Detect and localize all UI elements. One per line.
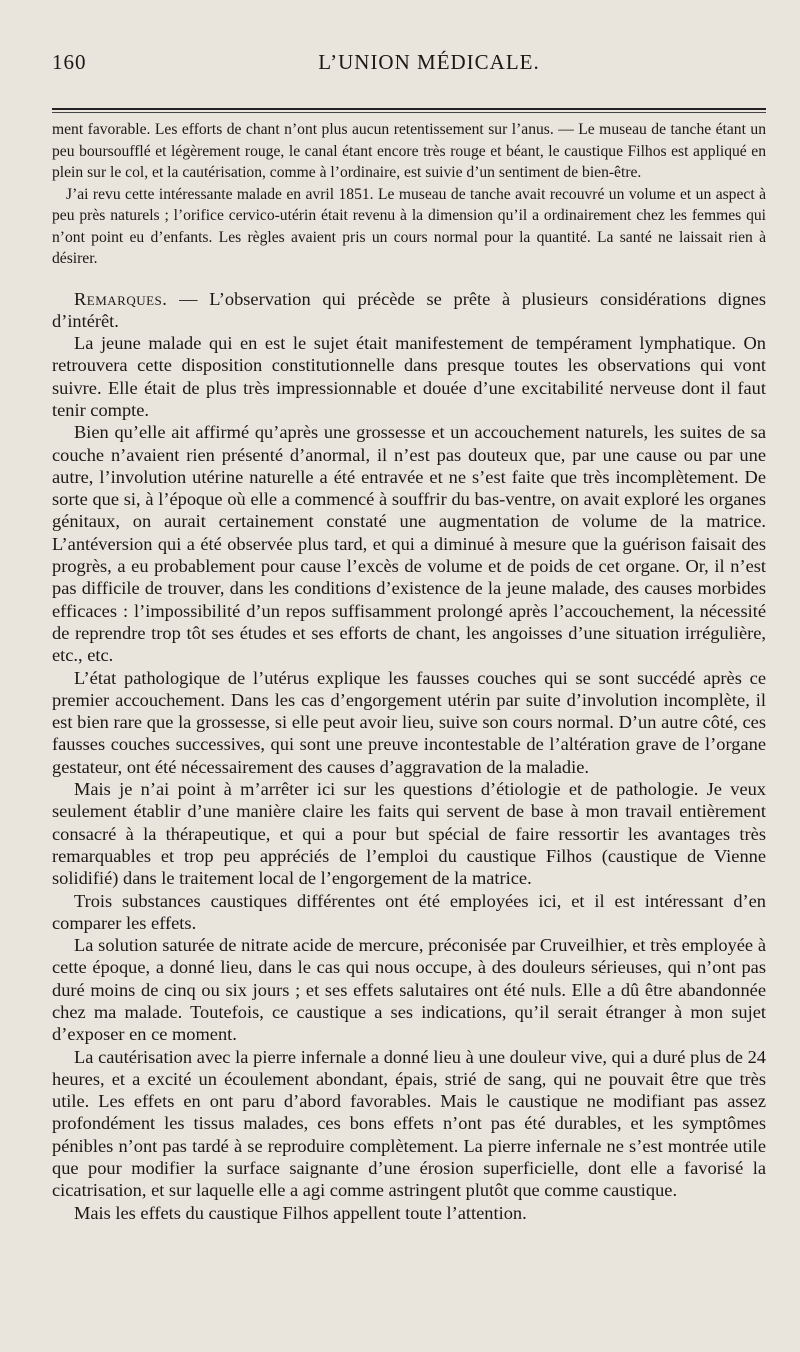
header-rule-thick xyxy=(52,108,766,110)
observation-paragraph: ment favorable. Les efforts de chant n’ont plus aucun retentissement sur l’anus. — Le museau de tanche étant un peu boursoufflé et légèrement rouge, le canal étant encore très rouge et béant, le caustique Filhos est appliqué en plein sur le col, et la cautérisation, comme à l’ordinaire, est suivie d’un sentiment de bien-être. xyxy=(52,121,766,181)
page-header xyxy=(52,44,766,78)
remarks-paragraph: Mais je n’ai point à m’arrêter ici sur les questions d’étiologie et de pathologie. Je veux seulement établir d’une manière claire les faits qui servent de base à mon travail entièrement consacré à la thérapeutique, et qui a pour but spécial de faire ressortir les avantages très remarquables et trop peu appréciés de l’emploi du caustique Filhos (caustique de Vienne solidifié) dans le traitement local de l’engorgement de la matrice. xyxy=(52,779,766,889)
page-number: 160 xyxy=(52,50,87,74)
remarks-section xyxy=(52,288,766,1224)
remarks-intro xyxy=(52,288,766,333)
remarks-paragraph: L’état pathologique de l’utérus explique les fausses couches qui se sont succédé après ce premier accouchement. Dans les cas d’engorgement utérin par suite d’involution incomplète, il est bien rare que la grossesse, si elle peut avoir lieu, suive son cours normal. D’un autre côté, ces fausses couches successives, qui sont une preuve incontestable de l’altération grave de l’organe gestateur, ont été nécessairement des causes d’aggravation de la maladie. xyxy=(52,667,766,777)
remarks-paragraph: La jeune malade qui en est le sujet était manifestement de tempérament lymphatique. On retrouvera cette disposition constitutionnelle dans presque toutes les observations qui vont suivre. Elle était de plus très impressionnable et douée d’une excitabilité nerveuse dont il faut tenir compte. xyxy=(52,333,766,420)
remarks-heading: Remarques. xyxy=(74,288,168,309)
remarks-paragraph: Mais les effets du caustique Filhos appellent toute l’attention. xyxy=(74,1202,527,1223)
remarks-paragraph: Trois substances caustiques différentes ont été employées ici, et il est intéressant d’en comparer les effets. xyxy=(52,890,766,933)
running-head: L’UNION MÉDICALE. xyxy=(318,50,540,74)
remarks-intro-text: — L’observation qui précède se prête à plusieurs considérations dignes d’intérêt. xyxy=(52,288,766,331)
observation-paragraph: J’ai revu cette intéressante malade en avril 1851. Le museau de tanche avait recouvré un volume et un aspect à peu près naturels ; l’orifice cervico-utérin était revenu à la dimension qu’il a ordinairement chez les femmes qui n’ont point eu d’enfants. Les règles avaient pris un cours normal pour la quantité. La santé ne laissait rien à désirer. xyxy=(52,185,766,267)
remarks-paragraph: La solution saturée de nitrate acide de mercure, préconisée par Cruveilhier, et très employée à cette époque, a donné lieu, dans le cas qui nous occupe, à des douleurs sérieuses, qui n’ont pas duré moins de cinq ou six jours ; et ses effets salutaires ont été nuls. Elle a dû être abandonnée chez ma malade. Toutefois, ce caustique a ses indications, qu’il serait étranger à mon sujet d’exposer en ce moment. xyxy=(52,935,766,1045)
observation-text xyxy=(52,119,766,270)
remarks-paragraph: Bien qu’elle ait affirmé qu’après une grossesse et un accouchement naturels, les suites de sa couche n’avaient rien présenté d’anormal, il n’est pas douteux que, par une cause ou par une autre, l’involution utérine naturelle a été entravée et ne s’est faite que très incomplètement. De sorte que si, à l’époque où elle a commencé à souffrir du bas-ventre, on avait exploré les organes génitaux, on aurait certainement constaté une augmentation de volume de la matrice. L’antéversion qui a été observée plus tard, et qui a diminué à mesure que la guérison faisait des progrès, a eu probablement pour cause l’excès de volume et de poids de cet organe. Or, il n’est pas difficile de trouver, dans les conditions d’existence de la jeune malade, des causes morbides efficaces : l’impossibilité d’un repos suffisamment prolongé après l’accouchement, la nécessité de reprendre trop tôt ses études et ses efforts de chant, les angoisses d’une situation irrégulière, etc., etc. xyxy=(52,422,766,666)
header-rule-thin xyxy=(52,112,766,113)
remarks-paragraph: La cautérisation avec la pierre infernale a donné lieu à une douleur vive, qui a duré plus de 24 heures, et a excité un écoulement abondant, épais, strié de sang, qui ne pouvait être que très utile. Les effets en ont paru d’abord favorables. Mais le caustique ne modifiant pas assez profondément les tissus malades, ces bons effets n’ont pas été durables, et les symptômes pénibles n’ont pas tardé à se reproduire complètement. La pierre infernale ne s’est montrée utile que pour modifier la surface saignante d’une érosion superficielle, dont elle a favorisé la cicatrisation, et sur laquelle elle a agi comme astringent plutôt que comme caustique. xyxy=(52,1046,766,1201)
